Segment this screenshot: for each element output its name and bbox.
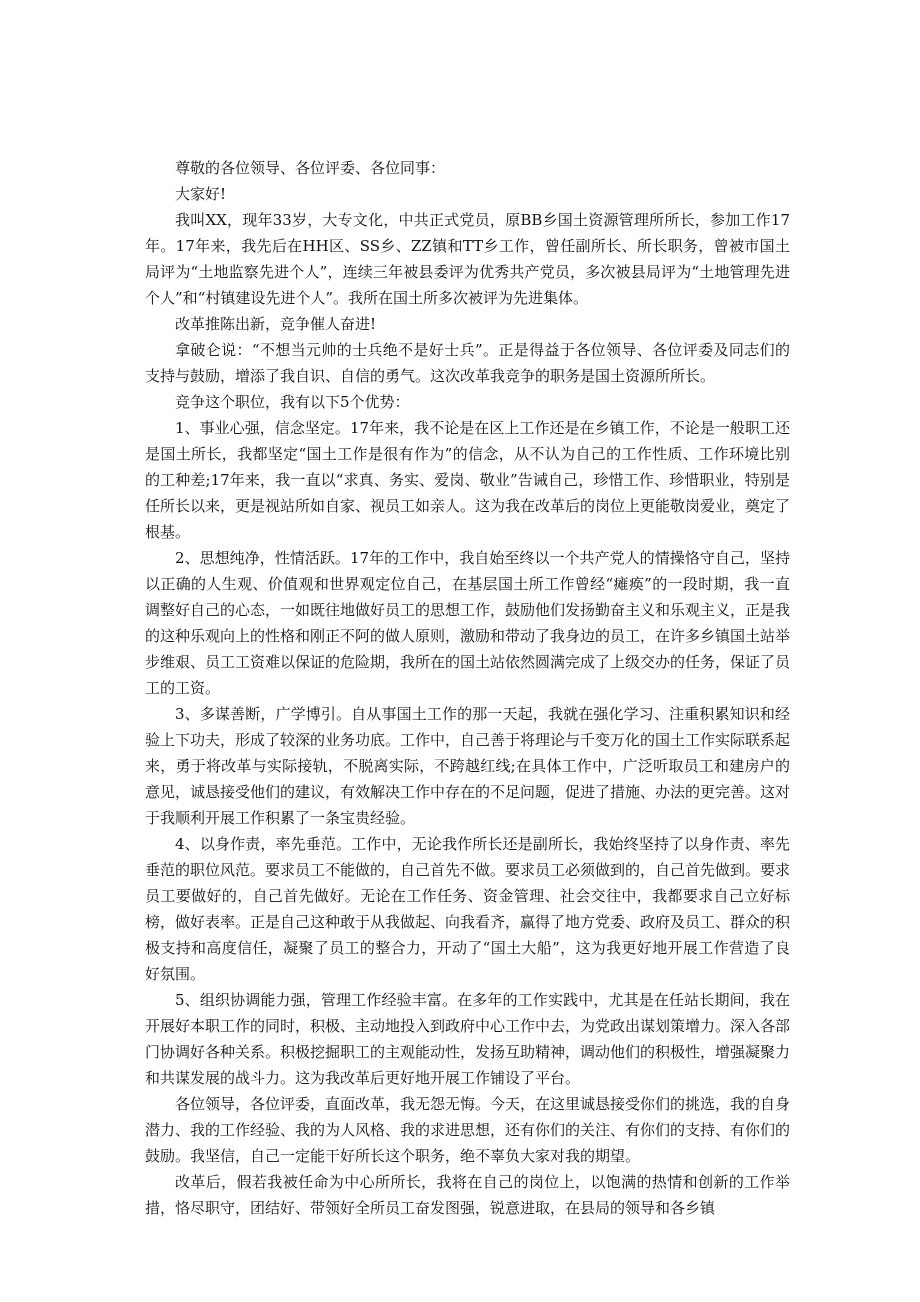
paragraph-plans: 改革后，假若我被任命为中心所所长，我将在自己的岗位上，以饱满的热情和创新的工作举措，恪尽职守，团结好、带领好全所员工奋发图强，锐意进取，在县局的领导和各乡镇 bbox=[145, 1173, 790, 1217]
paragraph-hello: 大家好! bbox=[175, 185, 227, 203]
paragraph-advantage-5: 5、组织协调能力强，管理工作经验丰富。在多年的工作实践中，尤其是在任站长期间，我在开展好本职工作的同时，积极、主动地投入到政府中心工作中去，为党政出谋划策增力。深入各部门协调好各种关系。积极挖掘职工的主观能动性，发扬互助精神，调动他们的积极性，增强凝聚力和共谋发展的战斗力。这为我改革后更好地开展工作铺设了平台。 bbox=[145, 991, 791, 1087]
paragraph-napoleon-quote: 拿破仑说：“不想当元帅的士兵绝不是好士兵”。正是得益于各位领导、各位评委及同志们的支持与鼓励，增添了我自识、自信的勇气。这次改革我竞争的职务是国土资源所所长。 bbox=[145, 341, 790, 385]
document-body bbox=[145, 155, 790, 1221]
paragraph-advantage-3: 3、多谋善断，广学博引。自从事国土工作的那一天起，我就在强化学习、注重积累知识和经验上下功夫，形成了较深的业务功底。工作中，自己善于将理论与千变万化的国土工作实际联系起来，勇于将改革与实际接轨，不脱离实际，不跨越红线;在具体工作中，广泛听取员工和建房户的意见，诚恳接受他们的建议，有效解决工作中存在的不足问题，促进了措施、办法的更完善。这对于我顺利开展工作积累了一条宝贵经验。 bbox=[145, 705, 791, 827]
paragraph-greeting: 尊敬的各位领导、各位评委、各位同事： bbox=[175, 159, 446, 177]
paragraph-closing-appeal: 各位领导，各位评委，直面改革，我无怨无悔。今天，在这里诚恳接受你们的挑选，我的自身潜力、我的工作经验、我的为人风格、我的求进思想，还有你们的关注、有你们的支持、有你们的鼓励。我坚信，自己一定能干好所长这个职务，绝不辜负大家对我的期望。 bbox=[145, 1095, 791, 1165]
paragraph-advantages-intro: 竞争这个职位，我有以下5个优势： bbox=[175, 393, 410, 411]
paragraph-introduction: 我叫XX，现年33岁，大专文化，中共正式党员，原BB乡国土资源管理所所长，参加工作17年。17年来，我先后在HH区、SS乡、ZZ镇和TT乡工作，曾任副所长、所长职务，曾被市国土局评为“土地监察先进个人”，连续三年被县委评为优秀共产党员，多次被县局评为“土地管理先进个人”和“村镇建设先进个人”。我所在国土所多次被评为先进集体。 bbox=[145, 211, 790, 307]
paragraph-advantage-2: 2、思想纯净，性情活跃。17年的工作中，我自始至终以一个共产党人的情操恪守自己，坚持以正确的人生观、价值观和世界观定位自己，在基层国土所工作曾经“瘫痪”的一段时期，我一直调整好自己的心态，一如既往地做好员工的思想工作，鼓励他们发扬勤奋主义和乐观主义，正是我的这种乐观向上的性格和刚正不阿的做人原则，激励和带动了我身边的员工，在许多乡镇国土站举步维艰、员工工资难以保证的危险期，我所在的国土站依然圆满完成了上级交办的任务，保证了员工的工资。 bbox=[145, 549, 791, 697]
paragraph-advantage-4: 4、以身作责，率先垂范。工作中，无论我作所长还是副所长，我始终坚持了以身作责、率先垂范的职位风范。要求员工不能做的，自己首先不做。要求员工必须做到的，自己首先做到。要求员工要做好的，自己首先做好。无论在工作任务、资金管理、社会交往中，我都要求自己立好标榜，做好表率。正是自己这种敢于从我做起、向我看齐，赢得了地方党委、政府及员工、群众的积极支持和高度信任，凝聚了员工的整合力，开动了“国土大船”，这为我更好地开展工作营造了良好氛围。 bbox=[145, 835, 791, 983]
paragraph-advantage-1: 1、事业心强，信念坚定。17年来，我不论是在区上工作还是在乡镇工作，不论是一般职工还是国土所长，我都坚定“国土工作是很有作为”的信念，从不认为自己的工作性质、工作环境比别的工种差;17年来，我一直以“求真、务实、爱岗、敬业”告诫自己，珍惜工作、珍惜职业，特别是任所长以来，更是视站所如自家、视员工如亲人。这为我在改革后的岗位上更能敬岗爱业，奠定了根基。 bbox=[145, 419, 791, 541]
paragraph-reform-slogan: 改革推陈出新，竞争催人奋进! bbox=[175, 315, 377, 333]
